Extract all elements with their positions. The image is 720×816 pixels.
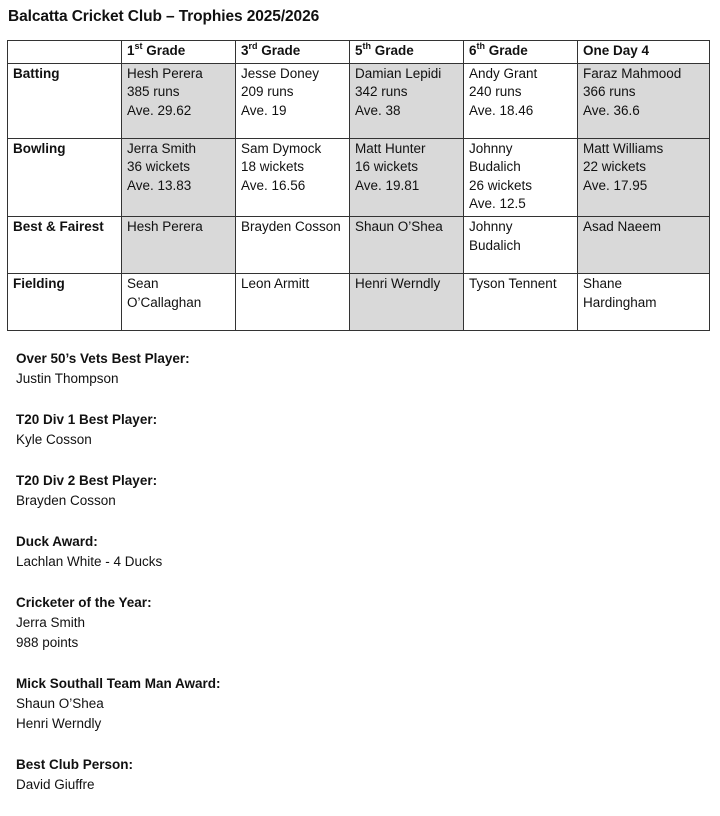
award-title: Cricketer of the Year:: [16, 595, 152, 610]
table-cell: Tyson Tennent: [464, 273, 578, 330]
table-cell: Sean O’Callaghan: [122, 273, 236, 330]
award-winner: Kyle Cosson: [16, 432, 92, 447]
table-cell: Johnny Budalich 26 wickets Ave. 12.5: [464, 138, 578, 216]
table-cell: Johnny Budalich: [464, 216, 578, 273]
table-cell: Henri Werndly: [350, 273, 464, 330]
table-row-batting: [8, 63, 710, 138]
table-cell: Jesse Doney 209 runs Ave. 19: [236, 63, 350, 138]
table-cell: Damian Lepidi 342 runs Ave. 38: [350, 63, 464, 138]
table-cell: Hesh Perera 385 runs Ave. 29.62: [122, 63, 236, 138]
column-header-6th-grade: 6th Grade: [464, 41, 578, 64]
award-t20-div2-best-player: [16, 471, 696, 511]
table-cell: Shaun O’Shea: [350, 216, 464, 273]
table-cell: Sam Dymock 18 wickets Ave. 16.56: [236, 138, 350, 216]
award-title: Mick Southall Team Man Award:: [16, 676, 221, 691]
table-cell: Andy Grant 240 runs Ave. 18.46: [464, 63, 578, 138]
award-t20-div1-best-player: [16, 410, 696, 450]
row-label-bowling: Bowling: [8, 138, 122, 216]
page-title: Balcatta Cricket Club – Trophies 2025/2026: [8, 8, 320, 25]
award-winner: Jerra Smith: [16, 615, 86, 630]
award-winner: David Giuffre: [16, 777, 95, 792]
table-cell: Matt Williams 22 wickets Ave. 17.95: [578, 138, 710, 216]
corner-cell: [8, 41, 122, 64]
header-row: [8, 41, 710, 64]
column-header-one-day-4: One Day 4: [578, 41, 710, 64]
table-cell: Leon Armitt: [236, 273, 350, 330]
table-cell: Asad Naeem: [578, 216, 710, 273]
column-header-1st-grade: 1st Grade: [122, 41, 236, 64]
award-team-man: [16, 674, 696, 734]
trophy-table: [7, 40, 710, 331]
award-title: Over 50’s Vets Best Player:: [16, 351, 190, 366]
award-vets-best-player: [16, 349, 696, 389]
table-cell: Faraz Mahmood 366 runs Ave. 36.6: [578, 63, 710, 138]
row-label-fielding: Fielding: [8, 273, 122, 330]
awards-list: [16, 349, 696, 816]
award-detail: 988 points: [16, 635, 79, 650]
award-winner: Shaun O’Shea: [16, 696, 104, 711]
column-header-3rd-grade: 3rd Grade: [236, 41, 350, 64]
column-header-5th-grade: 5th Grade: [350, 41, 464, 64]
award-winner: Lachlan White - 4 Ducks: [16, 554, 163, 569]
award-title: T20 Div 1 Best Player:: [16, 412, 158, 427]
table-cell: Shane Hardingham: [578, 273, 710, 330]
award-duck: [16, 532, 696, 572]
award-best-club-person: [16, 755, 696, 795]
table-cell: Jerra Smith 36 wickets Ave. 13.83: [122, 138, 236, 216]
award-title: Duck Award:: [16, 534, 98, 549]
table-cell: Hesh Perera: [122, 216, 236, 273]
award-cricketer-of-the-year: [16, 593, 696, 653]
award-winner: Brayden Cosson: [16, 493, 116, 508]
award-winner: Henri Werndly: [16, 716, 102, 731]
table-row-bowling: [8, 138, 710, 216]
table-row-best-fairest: [8, 216, 710, 273]
table-row-fielding: [8, 273, 710, 330]
table-cell: Matt Hunter 16 wickets Ave. 19.81: [350, 138, 464, 216]
table-cell: Brayden Cosson: [236, 216, 350, 273]
award-winner: Justin Thompson: [16, 371, 119, 386]
award-title: T20 Div 2 Best Player:: [16, 473, 158, 488]
row-label-batting: Batting: [8, 63, 122, 138]
award-title: Best Club Person:: [16, 757, 134, 772]
row-label-best-fairest: Best & Fairest: [8, 216, 122, 273]
